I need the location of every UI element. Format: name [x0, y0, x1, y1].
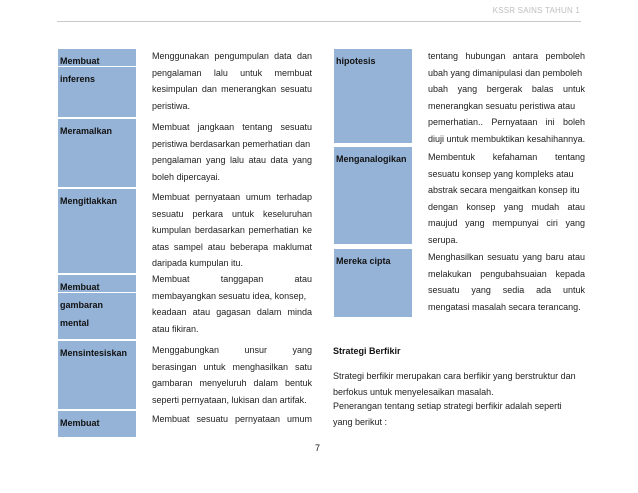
- term-label: hipotesis: [336, 56, 376, 66]
- term-description: [152, 189, 312, 272]
- desc-line: Menggabungkan unsur yang: [152, 345, 312, 355]
- desc-line: keadaan atau gagasan dalam minda: [152, 307, 312, 317]
- term-cell-membuat-hipotesis: [57, 410, 137, 438]
- desc-line: daripada kumpulan itu.: [152, 258, 244, 268]
- desc-line: maujud yang mempunyai ciri yang: [428, 218, 585, 228]
- term-cell-hipotesis: [333, 48, 413, 144]
- desc-line: abstrak secara mengaitkan konsep itu: [428, 185, 580, 195]
- desc-line: membayangkan sesuatu idea, konsep,: [152, 290, 307, 301]
- desc-line: atas sampel atau beberapa maklumat: [152, 241, 312, 252]
- term-description: [152, 411, 312, 428]
- desc-line: dengan konsep yang mudah atau: [428, 201, 585, 212]
- term-cell-membuat-gambaran-mental: [57, 274, 137, 340]
- term-label: Membuat: [60, 418, 100, 428]
- term-cell-mensintesiskan: [57, 340, 137, 410]
- desc-line: peristiwa.: [152, 100, 191, 111]
- term-description: [152, 271, 312, 337]
- paragraph-line: Penerangan tentang setiap strategi berfikir adalah seperti: [333, 401, 562, 411]
- desc-line: Membuat pernyataan umum terhadap: [152, 192, 312, 202]
- header-title: KSSR SAINS TAHUN 1: [492, 6, 580, 15]
- term-description: [428, 48, 585, 147]
- term-cell-membuat-inferens: [57, 48, 137, 118]
- desc-line: sesuatu perkara untuk keseluruhan: [152, 208, 312, 219]
- header-divider: [57, 21, 581, 22]
- paragraph-line: Strategi berfikir merupakan cara berfikir yang berstruktur dan: [333, 371, 576, 381]
- term-label: Membuat: [60, 56, 100, 66]
- desc-line: gambaran menyeluruh dalam bentuk: [152, 378, 312, 388]
- desc-line: Menggunakan pengumpulan data dan: [152, 51, 312, 61]
- desc-line: berasingan untuk menghasilkan satu: [152, 361, 312, 372]
- section-title: Strategi Berfikir: [333, 346, 401, 356]
- term-label: Mereka cipta: [336, 256, 391, 266]
- term-divider: [58, 292, 136, 293]
- term-description: [152, 48, 312, 114]
- term-label: Meramalkan: [60, 126, 113, 136]
- desc-line: ubah yang bergerak balas untuk: [428, 84, 585, 94]
- desc-line: pemerhatian.. Pernyataan ini boleh: [428, 117, 585, 127]
- desc-line: menerangkan sesuatu peristiwa atau: [428, 100, 576, 111]
- term-label: Membuat: [60, 282, 100, 292]
- desc-line: peristiwa berdasarkan pemerhatian dan: [152, 138, 311, 149]
- desc-line: Menghasilkan sesuatu yang baru atau: [428, 252, 585, 262]
- term-label: gambaran mental: [60, 300, 104, 328]
- term-cell-mereka-cipta: [333, 248, 413, 318]
- paragraph-line: yang berikut :: [333, 417, 388, 427]
- desc-line: boleh dipercayai.: [152, 171, 221, 182]
- term-description: [152, 119, 312, 185]
- desc-line: ubah yang dimanipulasi dan pemboleh: [428, 67, 583, 78]
- desc-line: kumpulan berdasarkan pemerhatian ke: [152, 225, 312, 235]
- paragraph-line: berfokus untuk menyelesaikan masalah.: [333, 387, 494, 397]
- desc-line: diuji untuk membuktikan kesahihannya.: [428, 133, 586, 144]
- strategy-paragraph: [333, 368, 576, 400]
- term-label: Menganalogikan: [336, 154, 407, 164]
- page-number: 7: [315, 443, 321, 453]
- strategy-paragraph: [333, 398, 562, 430]
- term-cell-menganalogikan: [333, 146, 413, 245]
- desc-line: Membuat sesuatu pernyataan umum: [152, 414, 312, 424]
- desc-line: sesuatu konsep yang kompleks atau: [428, 168, 574, 179]
- desc-line: mengatasi masalah secara terancang.: [428, 301, 581, 312]
- term-cell-meramalkan: [57, 118, 137, 188]
- desc-line: seperti pernyataan, lukisan dan artifak.: [152, 394, 307, 405]
- term-label: Mengitlakkan: [60, 196, 118, 206]
- term-description: [428, 249, 585, 315]
- desc-line: kesimpulan dan menerangkan sesuatu: [152, 84, 312, 94]
- desc-line: atau fikiran.: [152, 323, 199, 334]
- desc-line: pengalaman lalu untuk membuat: [152, 67, 312, 78]
- term-divider: [58, 66, 136, 67]
- desc-line: sesuatu yang sedia ada untuk: [428, 285, 585, 295]
- desc-line: Membuat jangkaan tentang sesuatu: [152, 122, 312, 132]
- term-label: Mensintesiskan: [60, 348, 128, 358]
- desc-line: tentang hubungan antara pemboleh: [428, 51, 585, 61]
- desc-line: Membuat tanggapan atau: [152, 274, 312, 284]
- term-label: inferens: [60, 74, 96, 84]
- desc-line: pengalaman yang lalu atau data yang: [152, 155, 312, 165]
- term-description: [428, 149, 585, 248]
- term-description: [152, 342, 312, 408]
- term-cell-mengitlakkan: [57, 188, 137, 274]
- desc-line: Membentuk kefahaman tentang: [428, 152, 585, 162]
- desc-line: serupa.: [428, 234, 459, 245]
- desc-line: melakukan pengubahsuaian kepada: [428, 268, 585, 279]
